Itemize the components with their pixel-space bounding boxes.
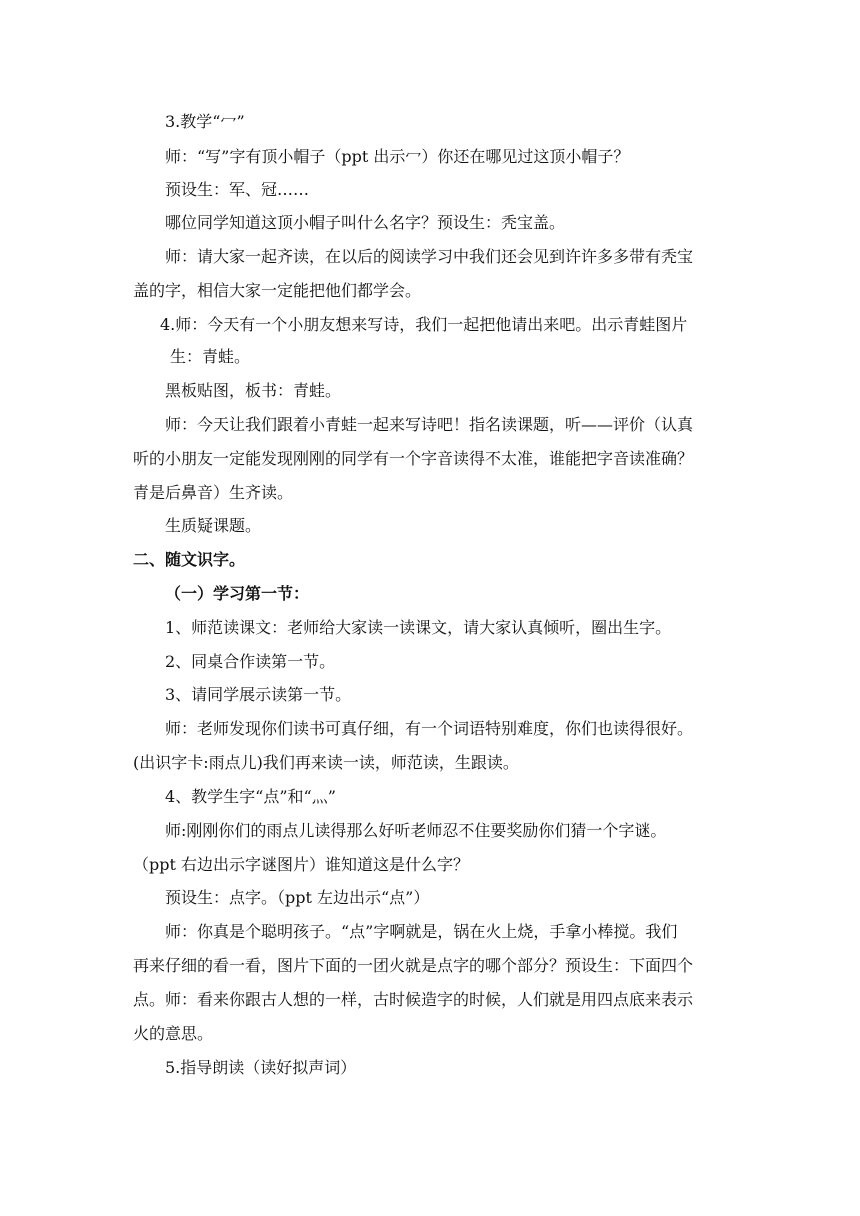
paragraph-line: 青是后鼻音）生齐读。 — [133, 483, 294, 502]
paragraph-line: 4、教学生字“点”和“灬” — [165, 787, 336, 806]
paragraph-line: 师：你真是个聪明孩子。“点”字啊就是，锅在火上烧，手拿小棒搅。我们 — [165, 922, 678, 941]
paragraph-line: 预设生：军、冠…… — [165, 180, 310, 199]
paragraph-line: 再来仔细的看一看，图片下面的一团火就是点字的哪个部分？预设生：下面四个 — [133, 956, 694, 975]
paragraph-line: 4.师：今天有一个小朋友想来写诗，我们一起把他请出来吧。出示青蛙图片 — [160, 315, 688, 334]
paragraph-line: 预设生：点字。（ppt 左边出示“点”） — [165, 888, 430, 907]
paragraph-line: 听的小朋友一定能发现刚刚的同学有一个字音读得不太准，谁能把字音读准确？ — [133, 449, 694, 468]
paragraph-line: 2、同桌合作读第一节。 — [165, 652, 336, 671]
paragraph-line: 盖的字，相信大家一定能把他们都学会。 — [133, 281, 422, 300]
paragraph-line: 师：今天让我们跟着小青蛙一起来写诗吧！指名读课题，听——评价（认真 — [165, 415, 694, 434]
paragraph-line: 火的意思。 — [133, 1024, 214, 1043]
paragraph-line: 5.指导朗读（读好拟声词） — [165, 1058, 357, 1077]
paragraph-line: 生质疑课题。 — [165, 516, 262, 535]
paragraph-line: 师：“写”字有顶小帽子（ppt 出示冖）你还在哪见过这顶小帽子？ — [165, 147, 630, 166]
paragraph-line: 3、请同学展示读第一节。 — [165, 685, 352, 704]
paragraph-line: （ppt 右边出示字谜图片）谁知道这是什么字？ — [133, 855, 470, 874]
paragraph-line: 点。师：看来你跟古人想的一样，古时候造字的时候，人们就是用四点底来表示 — [133, 990, 694, 1009]
subsection-heading: （一）学习第一节： — [165, 584, 310, 603]
section-heading: 二、随文识字。 — [133, 550, 246, 569]
paragraph-line: 3.教学“冖” — [165, 112, 245, 131]
paragraph-line: 生：青蛙。 — [170, 347, 251, 366]
paragraph-line: 黑板贴图，板书：青蛙。 — [165, 381, 342, 400]
paragraph-line: 1、师范读课文：老师给大家读一读课文，请大家认真倾听，圈出生字。 — [165, 618, 672, 637]
paragraph-line: 师：老师发现你们读书可真仔细，有一个词语特别难度，你们也读得很好。 — [165, 719, 694, 738]
paragraph-line: 哪位同学知道这顶小帽子叫什么名字？预设生：秃宝盖。 — [165, 213, 566, 232]
paragraph-line: (出识字卡:雨点儿)我们再来读一读，师范读，生跟读。 — [133, 753, 519, 772]
paragraph-line: 师:刚刚你们的雨点儿读得那么好听老师忍不住要奖励你们猜一个字谜。 — [165, 821, 667, 840]
paragraph-line: 师：请大家一起齐读，在以后的阅读学习中我们还会见到许许多多带有秃宝 — [165, 247, 694, 266]
